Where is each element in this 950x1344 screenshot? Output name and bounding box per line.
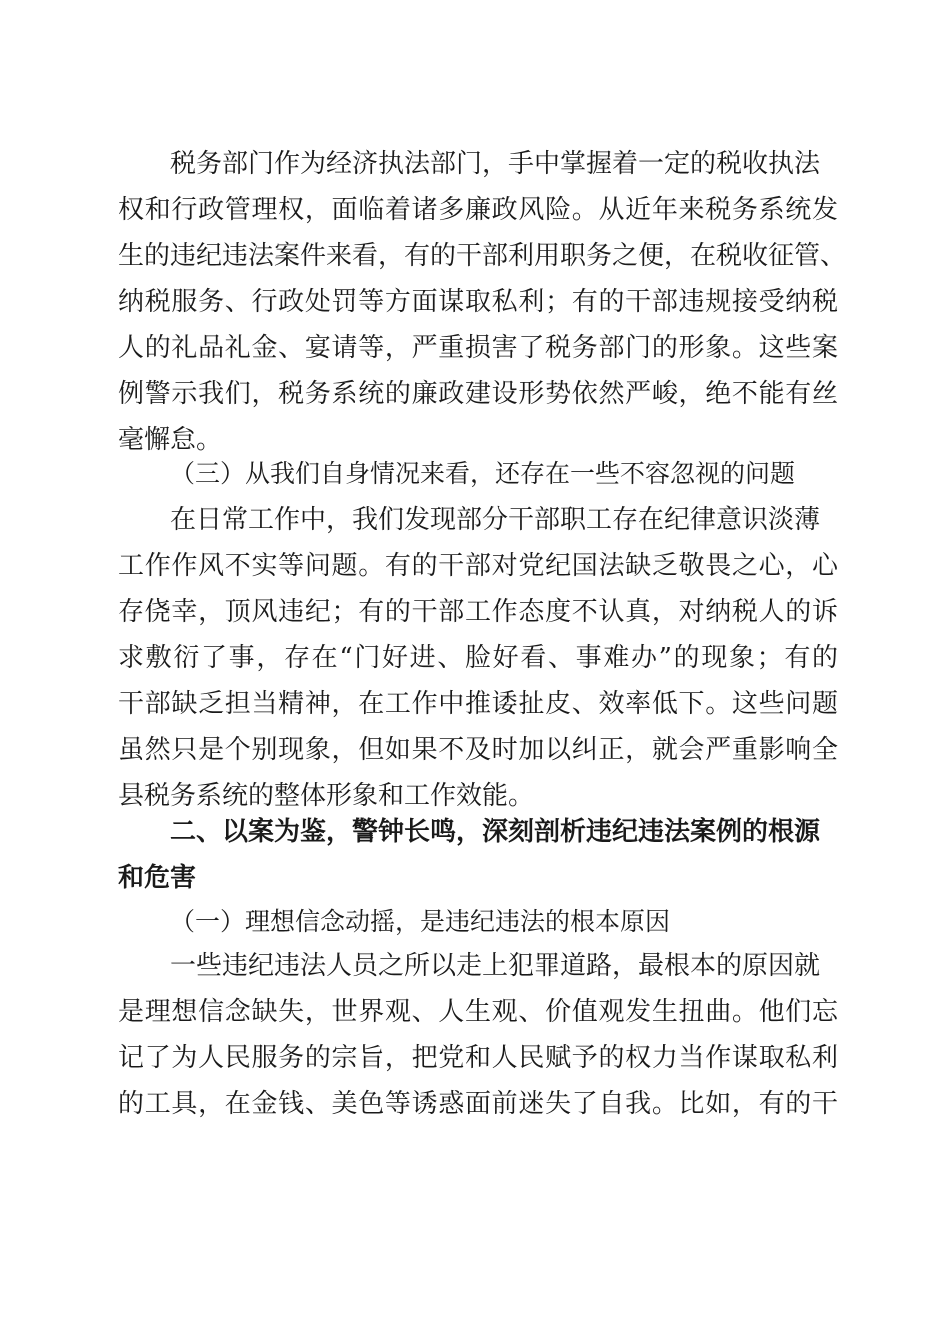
paragraph-2-line-6: 虽然只是个别现象，但如果不及时加以纠正，就会严重影响全 (118, 735, 838, 765)
paragraph-1-line-5: 人的礼品礼金、宴请等，严重损害了税务部门的形象。这些案 (118, 333, 838, 363)
paragraph-1-line-2: 权和行政管理权，面临着诸多廉政风险。从近年来税务系统发 (118, 195, 838, 225)
paragraph-2-line-7: 县税务系统的整体形象和工作效能。 (118, 781, 535, 811)
paragraph-2-line-2: 工作作风不实等问题。有的干部对党纪国法缺乏敬畏之心，心 (118, 551, 838, 581)
paragraph-2-line-3: 存侥幸，顶风违纪；有的干部工作态度不认真，对纳税人的诉 (118, 597, 838, 627)
subheading-one: （一）理想信念动摇，是违纪违法的根本原因 (170, 907, 671, 936)
paragraph-3-line-4: 的工具，在金钱、美色等诱惑面前迷失了自我。比如，有的干 (118, 1089, 838, 1119)
paragraph-1-line-7: 毫懈怠。 (118, 425, 223, 455)
paragraph-3-line-3: 记了为人民服务的宗旨，把党和人民赋予的权力当作谋取私利 (118, 1043, 838, 1073)
paragraph-3-line-2: 是理想信念缺失，世界观、人生观、价值观发生扭曲。他们忘 (118, 997, 838, 1027)
subheading-three: （三）从我们自身情况来看，还存在一些不容忽视的问题 (170, 459, 796, 488)
paragraph-2-line-1: 在日常工作中，我们发现部分干部职工存在纪律意识淡薄 (170, 505, 821, 535)
paragraph-2-line-5: 干部缺乏担当精神，在工作中推诿扯皮、效率低下。这些问题 (118, 689, 838, 719)
section-heading-two-line-2: 和危害 (118, 863, 197, 893)
paragraph-1-line-4: 纳税服务、行政处罚等方面谋取私利；有的干部违规接受纳税 (118, 287, 838, 317)
paragraph-1-line-6: 例警示我们，税务系统的廉政建设形势依然严峻，绝不能有丝 (118, 379, 838, 409)
paragraph-2-line-4: 求敷衍了事，存在“门好进、脸好看、事难办”的现象；有的 (118, 643, 838, 673)
paragraph-1-line-1: 税务部门作为经济执法部门，手中掌握着一定的税收执法 (170, 149, 821, 179)
paragraph-3-line-1: 一些违纪违法人员之所以走上犯罪道路，最根本的原因就 (170, 951, 821, 981)
section-heading-two-line-1: 二、以案为鉴，警钟长鸣，深刻剖析违纪违法案例的根源 (170, 817, 821, 847)
paragraph-1-line-3: 生的违纪违法案件来看，有的干部利用职务之便，在税收征管、 (118, 241, 847, 271)
